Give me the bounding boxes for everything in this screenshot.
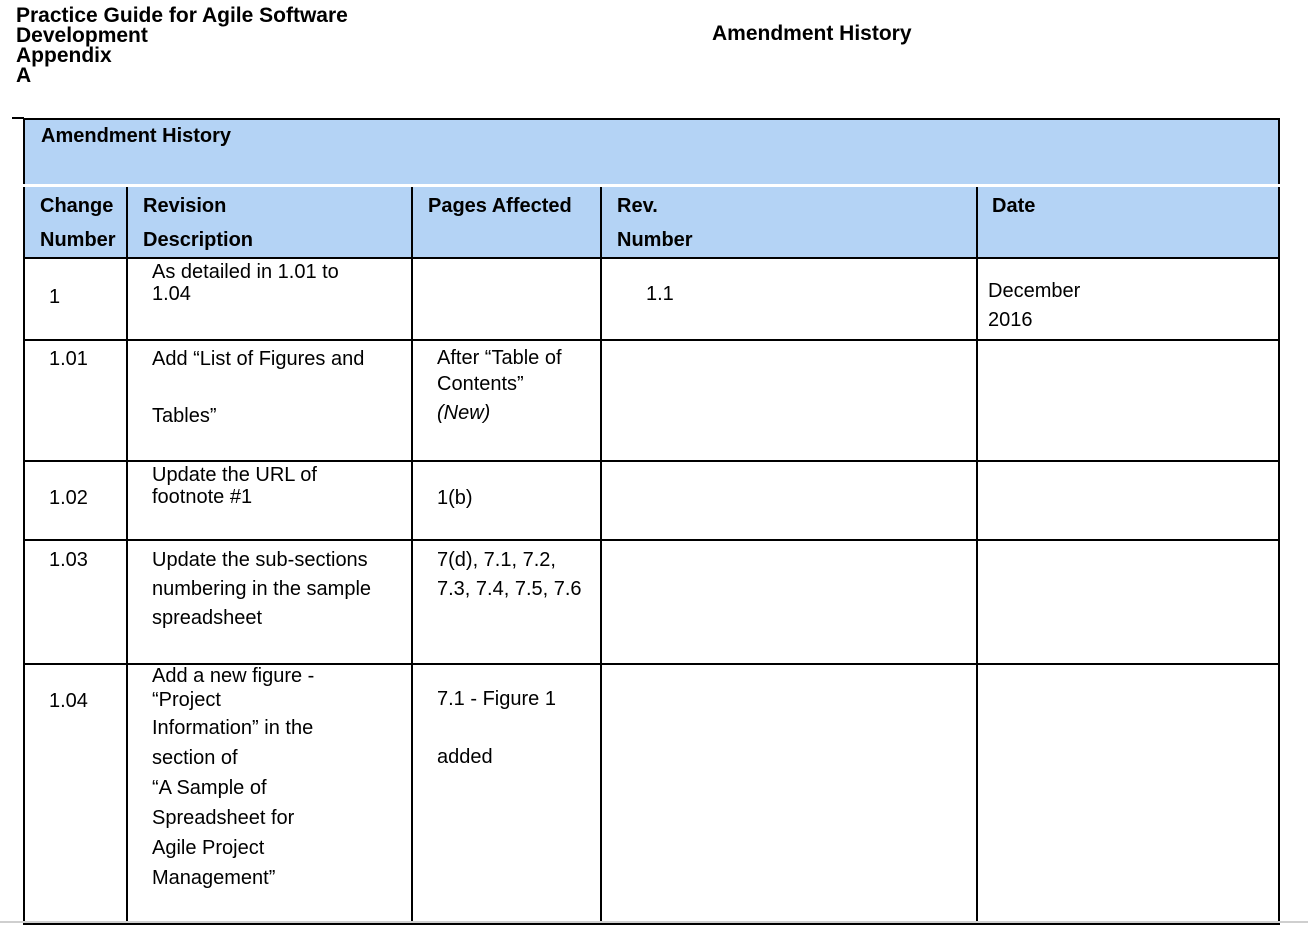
column-header-row [24,186,1279,259]
cell-rev-number [601,258,977,340]
document-header-left [16,6,348,86]
col-header-revision-description [127,186,412,259]
pages-line: 1(b) [437,487,473,509]
cell-pages-affected [412,540,601,664]
col-header-rev-line1: Rev. [617,195,658,217]
description-line: Spreadsheet for [152,807,295,829]
header-line-4: A [16,64,32,87]
description-line: “Project [152,689,221,711]
change-number-value: 1 [49,286,61,308]
description-line: Update the sub-sections [152,549,368,571]
pages-line: 7.1 - Figure 1 [437,688,556,710]
col-header-date: Date [977,186,1279,259]
description-line: Agile Project [152,837,265,859]
cell-pages-affected [412,258,601,340]
pages-line: 7.3, 7.4, 7.5, 7.6 [437,578,582,600]
cell-pages-affected [412,664,601,924]
description-line: 1.04 [152,283,191,305]
pages-line: 7(d), 7.1, 7.2, [437,549,556,571]
col-header-change-number [24,186,127,259]
table-row [24,340,1279,461]
cell-description [127,664,412,924]
cell-date [977,664,1279,924]
pages-line: After “Table of [437,347,562,369]
header-line-3: Appendix [16,44,112,67]
cell-change-number [24,664,127,924]
pages-line: added [437,746,493,768]
cell-rev-number [601,340,977,461]
cell-date [977,461,1279,540]
cell-rev-number [601,664,977,924]
cell-date [977,258,1279,340]
date-line: December [988,280,1081,302]
pages-line-new: (New) [437,402,491,424]
amendment-history-table [23,118,1280,925]
cell-rev-number [601,461,977,540]
cell-date [977,540,1279,664]
cell-description [127,461,412,540]
cell-change-number [24,340,127,461]
table-row [24,664,1279,924]
description-line: section of [152,747,238,769]
rev-number-value: 1.1 [646,283,674,305]
document-header-right: Amendment History [712,22,912,45]
table-title: Amendment History [24,119,1279,186]
table-row [24,258,1279,340]
cell-change-number [24,461,127,540]
cell-pages-affected [412,461,601,540]
table-title-row [24,119,1279,186]
change-number-value: 1.02 [49,487,88,509]
cell-date [977,340,1279,461]
description-line: spreadsheet [152,607,263,629]
description-line: As detailed in 1.01 to [152,261,339,283]
cell-description [127,540,412,664]
cell-change-number [24,258,127,340]
cell-rev-number [601,540,977,664]
table-row [24,540,1279,664]
date-line: 2016 [988,309,1033,331]
table-row [24,461,1279,540]
col-header-change-number-line2: Number [40,229,116,251]
change-number-value: 1.03 [49,549,88,571]
change-number-value: 1.04 [49,690,88,712]
description-line: Management” [152,867,276,889]
header-line-2: Development [16,24,148,47]
header-line-1: Practice Guide for Agile Software [16,4,348,27]
page-bottom-divider [0,921,1308,923]
change-number-value: 1.01 [49,348,88,370]
description-line: Tables” [152,405,217,427]
col-header-pages-affected: Pages Affected [412,186,601,259]
col-header-revision-line2: Description [143,229,254,251]
description-line: Information” in the [152,717,314,739]
description-line: footnote #1 [152,486,253,508]
pages-line: Contents” [437,373,524,395]
col-header-rev-number [601,186,977,259]
col-header-rev-line2: Number [617,229,693,251]
description-line: “A Sample of [152,777,267,799]
description-line: Add “List of Figures and [152,348,365,370]
description-line: numbering in the sample [152,578,372,600]
description-line: Update the URL of [152,464,317,486]
cell-description [127,340,412,461]
cell-pages-affected [412,340,601,461]
cell-description [127,258,412,340]
amendment-table-wrapper [23,118,1280,925]
cell-change-number [24,540,127,664]
col-header-revision-line1: Revision [143,195,227,217]
col-header-change-number-line1: Change [40,195,114,217]
description-line: Add a new figure - [152,665,315,687]
